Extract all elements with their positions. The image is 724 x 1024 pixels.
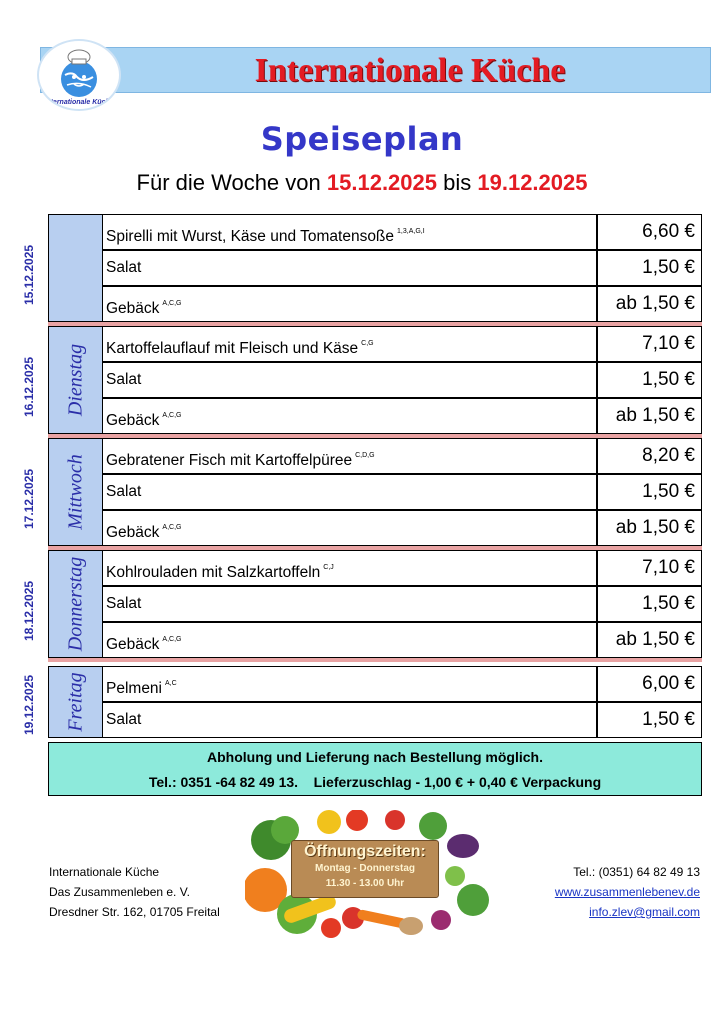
weekday-name: Dienstag bbox=[64, 343, 86, 417]
weekday-cell bbox=[48, 550, 103, 658]
dish-price: 1,50 € bbox=[597, 586, 702, 622]
week-prefix: Für die Woche von bbox=[136, 170, 321, 195]
dish-price: ab 1,50 € bbox=[597, 398, 702, 434]
dish-name: Salat bbox=[103, 586, 597, 622]
dish-name: Gebratener Fisch mit Kartoffelpüree $^{C,D,G}$ bbox=[103, 438, 597, 474]
opening-hours-title: Öffnungszeiten: bbox=[304, 843, 426, 860]
allergen-codes: 1,3,A,G,I bbox=[397, 228, 425, 235]
day-date: 16.12.2025 bbox=[22, 356, 36, 417]
dish-name: Gebäck $^{A,C,G}$ bbox=[103, 398, 597, 434]
logo-text: Internationale Küche bbox=[44, 99, 114, 106]
contact-block bbox=[555, 862, 700, 922]
email-link[interactable]: info.zlev@gmail.com bbox=[589, 905, 700, 919]
dish-price: 6,00 € bbox=[597, 666, 702, 702]
dish-price: ab 1,50 € bbox=[597, 286, 702, 322]
opening-hours-sign bbox=[291, 840, 439, 898]
opening-days: Montag - Donnerstag bbox=[315, 863, 415, 874]
website-link[interactable]: www.zusammenlebenev.de bbox=[554, 885, 700, 899]
day-date: 18.12.2025 bbox=[22, 580, 36, 641]
menu-row bbox=[103, 474, 702, 510]
weekday-name: Freitag bbox=[64, 672, 86, 732]
menu-row bbox=[103, 702, 702, 738]
address-block bbox=[49, 862, 220, 922]
menu-row bbox=[103, 586, 702, 622]
week-end-date: 19.12.2025 bbox=[477, 170, 588, 195]
menu-row bbox=[103, 286, 702, 322]
dish-name: Kohlrouladen mit Salzkartoffeln $^{C,J}$ bbox=[103, 550, 597, 586]
allergen-codes: A,C,G bbox=[162, 412, 182, 419]
weekday-name: Mittwoch bbox=[64, 454, 86, 530]
dish-price: 8,20 € bbox=[597, 438, 702, 474]
week-range bbox=[0, 170, 724, 196]
day-block-monday bbox=[48, 214, 702, 322]
day-date: 17.12.2025 bbox=[22, 468, 36, 529]
day-separator bbox=[48, 658, 702, 662]
brand-title: Internationale Küche bbox=[254, 52, 566, 89]
weekday-cell bbox=[48, 666, 103, 738]
dish-name: Pelmeni $^{A,C}$ bbox=[103, 666, 597, 702]
dish-name: Salat bbox=[103, 250, 597, 286]
menu-row bbox=[103, 510, 702, 546]
address-line: Das Zusammenleben e. V. bbox=[49, 885, 190, 899]
dish-price: 1,50 € bbox=[597, 362, 702, 398]
menu-row bbox=[103, 326, 702, 362]
day-block-donnerstag bbox=[48, 550, 702, 658]
address-line: Dresdner Str. 162, 01705 Freital bbox=[49, 905, 220, 919]
day-date: 15.12.2025 bbox=[22, 244, 36, 305]
dish-name: Salat bbox=[103, 362, 597, 398]
dish-name: Gebäck $^{A,C,G}$ bbox=[103, 622, 597, 658]
dish-price: 1,50 € bbox=[597, 250, 702, 286]
weekday-cell bbox=[48, 326, 103, 434]
allergen-codes: A,C,G bbox=[162, 636, 182, 643]
opening-time: 11.30 - 13.00 Uhr bbox=[325, 878, 405, 889]
day-date: 19.12.2025 bbox=[22, 674, 36, 735]
weekday-cell bbox=[48, 438, 103, 546]
allergen-codes: A,C,G bbox=[162, 524, 182, 531]
menu-row bbox=[103, 438, 702, 474]
dish-price: 7,10 € bbox=[597, 550, 702, 586]
week-start-date: 15.12.2025 bbox=[326, 170, 437, 195]
menu-row bbox=[103, 250, 702, 286]
allergen-codes: A,C,G bbox=[162, 300, 182, 307]
phone-number: Tel.: (0351) 64 82 49 13 bbox=[573, 865, 700, 879]
dish-name: Gebäck $^{A,C,G}$ bbox=[103, 286, 597, 322]
ordering-info-band bbox=[48, 742, 702, 796]
day-block-freitag bbox=[48, 666, 702, 738]
dish-name: Salat bbox=[103, 474, 597, 510]
menu-row bbox=[103, 362, 702, 398]
allergen-codes: C,D,G bbox=[355, 452, 375, 459]
chef-globe-logo bbox=[37, 39, 121, 111]
weekday-name: Donnerstag bbox=[64, 556, 86, 652]
day-block-mittwoch bbox=[48, 438, 702, 546]
menu-row bbox=[103, 666, 702, 702]
menu-title: Speiseplan bbox=[260, 120, 464, 158]
dish-price: 7,10 € bbox=[597, 326, 702, 362]
address-line: Internationale Küche bbox=[49, 865, 160, 879]
delivery-fee-note: Tel.: 0351 -64 82 49 13. Lieferzuschlag - 1,00 € + 0,40 € Verpackung bbox=[148, 774, 602, 790]
allergen-codes: A,C bbox=[165, 680, 177, 687]
menu-row bbox=[103, 550, 702, 586]
dish-price: 1,50 € bbox=[597, 702, 702, 738]
menu-row bbox=[103, 622, 702, 658]
dish-price: 1,50 € bbox=[597, 474, 702, 510]
menu-row bbox=[103, 398, 702, 434]
weekday-cell bbox=[48, 214, 103, 322]
allergen-codes: C,J bbox=[323, 564, 334, 571]
dish-price: 6,60 € bbox=[597, 214, 702, 250]
week-joiner: bis bbox=[443, 170, 472, 195]
day-block-dienstag bbox=[48, 326, 702, 434]
dish-name: Gebäck $^{A,C,G}$ bbox=[103, 510, 597, 546]
dish-price: ab 1,50 € bbox=[597, 622, 702, 658]
dish-name: Spirelli mit Wurst, Käse und Tomatensoße $^{1,3,A,G,I}$ bbox=[103, 214, 597, 250]
dish-name: Salat bbox=[103, 702, 597, 738]
ordering-note: Abholung und Lieferung nach Bestellung möglich. bbox=[207, 749, 543, 765]
dish-price: ab 1,50 € bbox=[597, 510, 702, 546]
dish-name: Kartoffelauflauf mit Fleisch und Käse $^{C,G}$ bbox=[103, 326, 597, 362]
menu-row bbox=[103, 214, 702, 250]
allergen-codes: C,G bbox=[361, 340, 374, 347]
